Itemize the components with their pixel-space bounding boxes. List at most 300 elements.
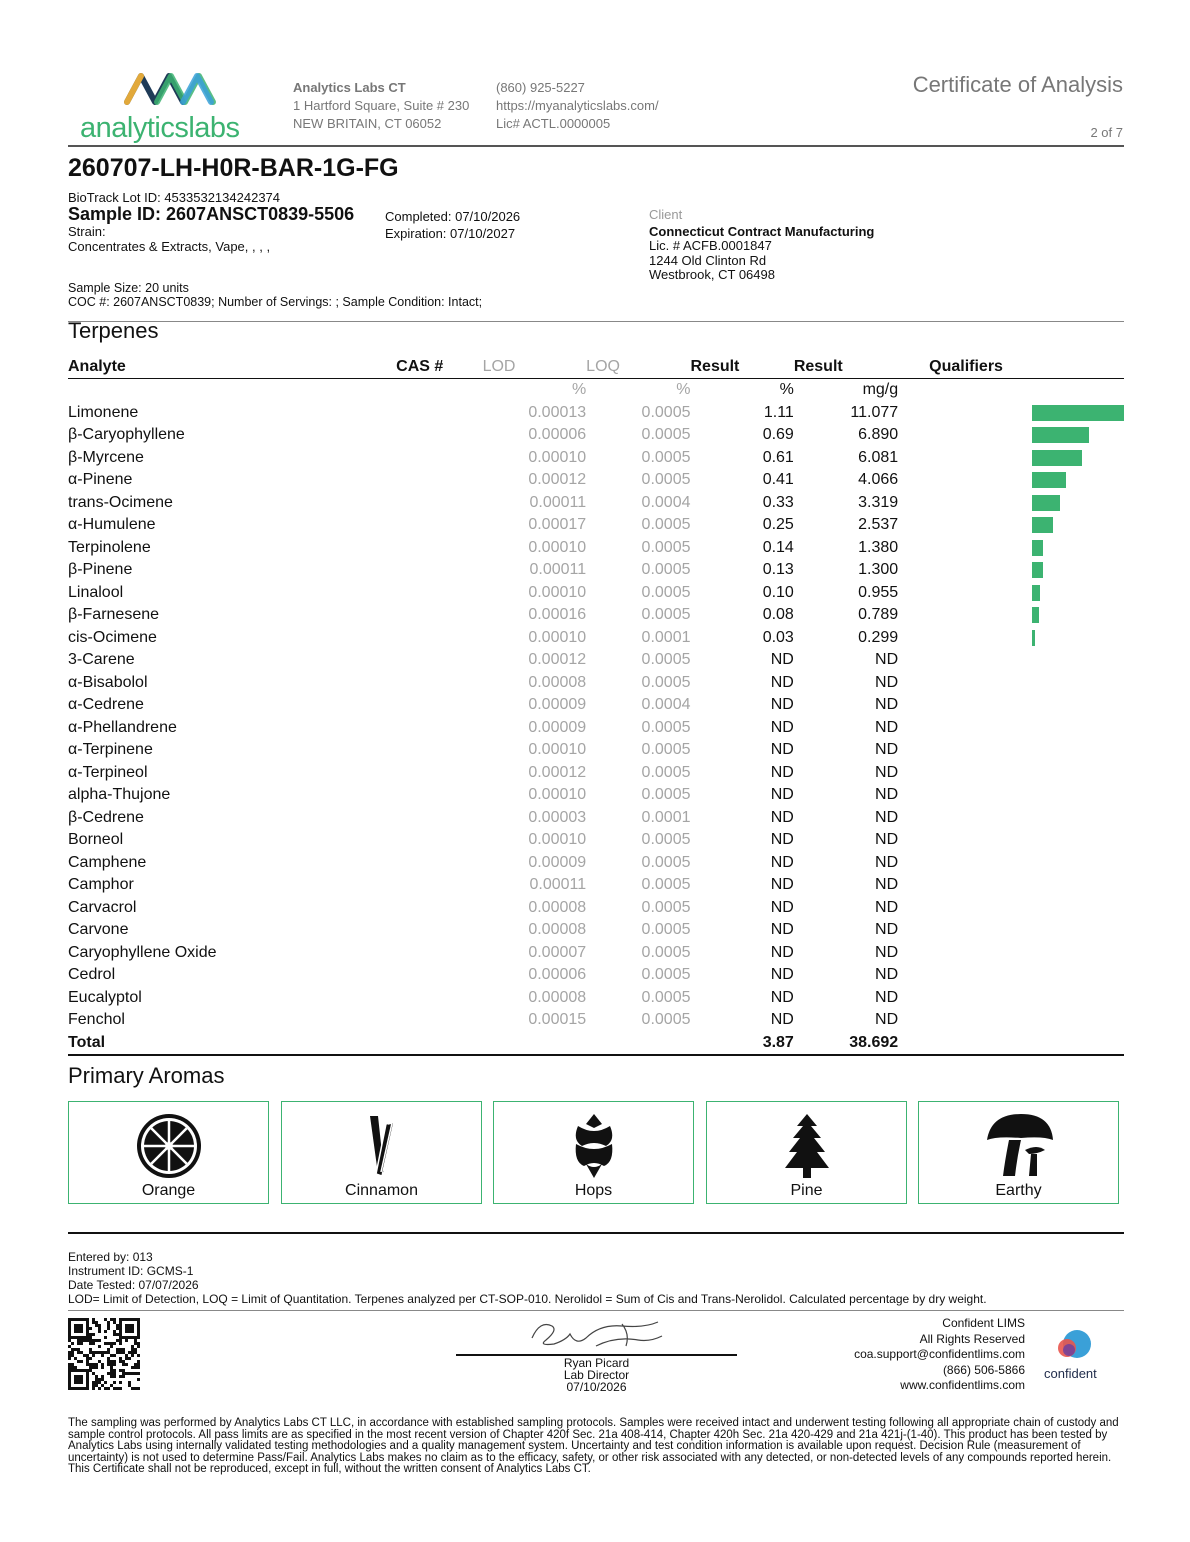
loq-cell: 0.0005 [641,966,691,984]
method-notes: LOD= Limit of Detection, LOQ = Limit of Quantitation. Terpenes analyzed per CT-SOP-010. Nerolidol = Sum of Cis and Trans-Nerolidol. Calculated percentage by dry weight. [68,1292,987,1306]
result-bar [1032,450,1083,466]
aromas-divider [68,1232,1124,1234]
table-row [68,559,1124,582]
total-cas [396,1032,482,1056]
logo-mark-icon [123,68,223,108]
lod-cell: 0.00015 [528,1011,587,1029]
analyte-cell: Terpinolene [68,538,151,556]
cas-cell [396,424,482,447]
total-qual [898,1032,1003,1056]
result-mg-cell: 1.380 [858,538,899,556]
bar-cell [1003,514,1124,537]
pine-icon [771,1110,843,1182]
analyte-cell: Camphene [68,853,147,871]
lab-logo [78,68,268,148]
result-pct-cell: ND [770,718,794,736]
sample-category: Concentrates & Extracts, Vape, , , , [68,239,271,254]
result-pct-cell: 0.13 [762,561,794,579]
result-pct-cell: ND [770,786,794,804]
biotrack-id: BioTrack Lot ID: 4533532134242374 [68,190,281,205]
strain: Strain: [68,224,106,239]
result-pct-cell: 0.14 [762,538,794,556]
table-row [68,784,1124,807]
result-mg-cell: ND [875,741,899,759]
result-mg-cell: ND [875,898,899,916]
lod-cell: 0.00009 [528,696,587,714]
result-pct-cell: ND [770,898,794,916]
result-pct-cell: 0.33 [762,493,794,511]
loq-cell: 0.0005 [641,943,691,961]
signer-name: Ryan Picard [563,1356,630,1370]
col-cas: CAS # [396,356,482,379]
aromas-title: Primary Aromas [68,1063,225,1088]
cas-cell [396,559,482,582]
col-bar [1003,356,1124,379]
analyte-cell: cis-Ocimene [68,628,157,646]
logo-text: analyticslabs [80,112,240,144]
bar-cell [1003,852,1124,875]
confident-logo-text: confident [1044,1366,1097,1381]
analyte-cell: α-Cedrene [68,696,144,714]
qualifier-cell [898,964,1003,987]
analyte-cell: β-Myrcene [68,448,144,466]
result-bar [1032,585,1040,601]
qualifier-cell [898,559,1003,582]
qualifier-cell [898,919,1003,942]
lab-phone: (860) 925-5227 [496,80,585,95]
mushroom-icon [983,1110,1055,1182]
total-row [68,1032,1124,1056]
analyte-cell: Carvacrol [68,898,137,916]
result-mg-cell: 0.789 [858,606,899,624]
footer-divider [68,1310,1124,1311]
bar-cell [1003,447,1124,470]
lod-cell: 0.00016 [528,606,587,624]
cas-cell [396,919,482,942]
qualifier-cell [898,1009,1003,1032]
lod-cell: 0.00010 [528,786,587,804]
loq-cell: 0.0005 [641,741,691,759]
loq-cell: 0.0005 [641,763,691,781]
bar-cell [1003,919,1124,942]
result-mg-cell: ND [875,1011,899,1029]
aroma-card-cinnamon [281,1101,482,1204]
result-mg-cell: 0.299 [858,628,899,646]
result-bar [1032,427,1089,443]
result-mg-cell: ND [875,718,899,736]
result-mg-cell: 6.081 [858,448,899,466]
date-tested: Date Tested: 07/07/2026 [68,1278,199,1292]
confident-logo [1040,1328,1110,1384]
sample-id: Sample ID: 2607ANSCT0839-5506 [68,204,355,224]
cas-cell [396,447,482,470]
result-mg-cell: ND [875,943,899,961]
analyte-cell: α-Bisabolol [68,673,148,691]
table-row [68,694,1124,717]
result-mg-cell: 0.955 [858,583,899,601]
loq-cell: 0.0005 [641,988,691,1006]
result-pct-cell: 0.41 [762,471,794,489]
aroma-label-hops: Hops [574,1182,613,1199]
cas-cell [396,717,482,740]
qualifier-cell [898,852,1003,875]
terpenes-table [68,356,1124,1056]
analyte-cell: trans-Ocimene [68,493,173,511]
table-row [68,807,1124,830]
analyte-cell: β-Farnesene [68,606,160,624]
analyte-cell: β-Caryophyllene [68,426,185,444]
loq-cell: 0.0005 [641,426,691,444]
lod-cell: 0.00008 [528,988,587,1006]
result-mg-cell: ND [875,763,899,781]
col-analyte: Analyte [68,356,396,379]
bar-cell [1003,964,1124,987]
result-mg-cell: ND [875,966,899,984]
cas-cell [396,964,482,987]
analyte-cell: Linalool [68,583,124,601]
loq-cell: 0.0005 [641,516,691,534]
loq-cell: 0.0005 [641,471,691,489]
page-number: 2 of 7 [1090,125,1123,140]
bar-cell [1003,784,1124,807]
coc-line: COC #: 2607ANSCT0839; Number of Servings: ; Sample Condition: Intact; [68,295,483,309]
analyte-cell: α-Terpineol [68,763,148,781]
lims-email[interactable]: coa.support@confidentlims.com [854,1347,1025,1361]
table-row [68,1009,1124,1032]
result-bar [1032,495,1060,511]
bar-cell [1003,627,1124,650]
bar-cell [1003,582,1124,605]
table-row [68,762,1124,785]
bar-cell [1003,762,1124,785]
lab-contact [496,79,659,133]
result-bar [1032,630,1035,646]
sample-dates [385,208,520,242]
cas-cell [396,694,482,717]
result-pct-cell: ND [770,853,794,871]
result-pct-cell: 0.69 [762,426,794,444]
loq-cell: 0.0005 [641,1011,691,1029]
lims-name: Confident LIMS [942,1316,1025,1330]
result-pct-cell: 0.25 [762,516,794,534]
qualifier-cell [898,694,1003,717]
result-pct-cell: ND [770,831,794,849]
result-pct-cell: 1.11 [763,403,794,421]
lab-info [293,79,469,133]
lod-cell: 0.00012 [528,471,587,489]
lod-cell: 0.00008 [528,921,587,939]
qualifier-cell [898,492,1003,515]
table-row [68,829,1124,852]
result-pct-cell: ND [770,673,794,691]
total-mg: 38.692 [794,1032,898,1056]
lims-info [854,1316,1025,1394]
total-label: Total [68,1032,396,1056]
result-bar [1032,472,1066,488]
loq-cell: 0.0005 [641,898,691,916]
loq-cell: 0.0005 [641,403,691,421]
unit-result-mg: mg/g [862,381,899,399]
table-row [68,919,1124,942]
analyte-cell: α-Humulene [68,516,156,534]
terpenes-title: Terpenes [68,318,159,343]
analyte-cell: alpha-Thujone [68,786,171,804]
table-row [68,739,1124,762]
bar-cell [1003,492,1124,515]
result-pct-cell: 0.61 [762,448,794,466]
bar-cell [1003,559,1124,582]
loq-cell: 0.0004 [641,493,691,511]
signature-icon [526,1316,666,1356]
sample-size: Sample Size: 20 units [68,281,189,295]
loq-cell: 0.0005 [641,718,691,736]
qualifier-cell [898,829,1003,852]
analyte-cell: Cedrol [68,966,116,984]
lod-cell: 0.00010 [528,538,587,556]
result-mg-cell: ND [875,831,899,849]
lod-cell: 0.00008 [528,673,587,691]
analyte-cell: Camphor [68,876,134,894]
result-pct-cell: ND [770,988,794,1006]
loq-cell: 0.0005 [641,448,691,466]
sample-details [68,190,354,254]
result-bar [1032,607,1039,623]
hops-icon [558,1110,630,1182]
cas-cell [396,987,482,1010]
cas-cell [396,874,482,897]
qualifier-cell [898,447,1003,470]
unit-result-pct: % [779,381,794,399]
result-mg-cell: 2.537 [858,516,899,534]
table-row [68,604,1124,627]
lod-cell: 0.00009 [528,853,587,871]
analyte-cell: β-Pinene [68,561,133,579]
table-row [68,402,1124,425]
loq-cell: 0.0005 [641,921,691,939]
qualifier-cell [898,717,1003,740]
cas-cell [396,852,482,875]
lab-url[interactable]: https://myanalyticslabs.com/ [496,98,659,113]
bar-cell [1003,942,1124,965]
result-mg-cell: 6.890 [858,426,899,444]
total-pct: 3.87 [690,1032,793,1056]
result-mg-cell: ND [875,853,899,871]
cas-cell [396,514,482,537]
result-mg-cell: ND [875,696,899,714]
client-name: Connecticut Contract Manufacturing [649,223,875,239]
header-divider [68,145,1124,147]
aroma-label-earthy: Earthy [995,1182,1042,1199]
result-mg-cell: 11.077 [850,403,899,421]
col-result-pct: Result [690,356,793,379]
total-loq [586,1032,690,1056]
signer-title: Lab Director [563,1368,630,1382]
result-pct-cell: ND [770,921,794,939]
table-row [68,469,1124,492]
lod-cell: 0.00011 [529,561,587,579]
client-license: Lic. # ACFB.0001847 [649,238,772,253]
cas-cell [396,897,482,920]
analyte-cell: Caryophyllene Oxide [68,943,217,961]
instrument-id: Instrument ID: GCMS-1 [68,1264,194,1278]
analyte-cell: α-Terpinene [68,741,153,759]
cas-cell [396,537,482,560]
loq-cell: 0.0004 [641,696,691,714]
bar-cell [1003,537,1124,560]
cas-cell [396,942,482,965]
lod-cell: 0.00012 [528,763,587,781]
sample-name: 260707-LH-H0R-BAR-1G-FG [68,154,399,182]
result-mg-cell: 1.300 [858,561,899,579]
sample-extra [68,281,482,309]
result-pct-cell: 0.08 [762,606,794,624]
signer-block [456,1357,737,1393]
total-lod [483,1032,587,1056]
aroma-card-orange [68,1101,269,1204]
bar-cell [1003,604,1124,627]
client-label: Client [649,207,683,222]
lod-cell: 0.00006 [528,966,587,984]
cas-cell [396,582,482,605]
table-row [68,492,1124,515]
client-address-1: 1244 Old Clinton Rd [649,252,767,268]
loq-cell: 0.0001 [641,628,691,646]
qualifier-cell [898,784,1003,807]
document-title: Certificate of Analysis [912,72,1123,97]
bar-cell [1003,469,1124,492]
col-lod: LOD [483,356,587,379]
qualifier-cell [898,897,1003,920]
loq-cell: 0.0005 [641,651,691,669]
loq-cell: 0.0005 [641,876,691,894]
col-loq: LOQ [586,356,690,379]
loq-cell: 0.0001 [641,808,691,826]
cas-cell [396,807,482,830]
completed-date: Completed: 07/10/2026 [385,209,521,224]
result-pct-cell: ND [770,763,794,781]
analyte-cell: Carvone [68,921,129,939]
lod-cell: 0.00010 [528,741,587,759]
lod-cell: 0.00010 [528,448,587,466]
units-row [68,379,1124,402]
lod-cell: 0.00012 [528,651,587,669]
loq-cell: 0.0005 [641,673,691,691]
cas-cell [396,672,482,695]
lims-phone: (866) 506-5866 [942,1362,1025,1377]
result-bar [1032,540,1043,556]
bar-cell [1003,402,1124,425]
aroma-label-cinnamon: Cinnamon [345,1182,418,1199]
result-mg-cell: ND [875,921,899,939]
loq-cell: 0.0005 [641,853,691,871]
lab-name: Analytics Labs CT [293,80,406,95]
analyte-cell: Limonene [68,403,139,421]
lod-cell: 0.00013 [528,403,587,421]
lims-rights: All Rights Reserved [919,1331,1025,1346]
analyte-cell: β-Cedrene [68,808,144,826]
qualifier-cell [898,739,1003,762]
analyte-cell: Eucalyptol [68,988,142,1006]
bar-cell [1003,987,1124,1010]
table-row [68,627,1124,650]
orange-icon [133,1110,205,1182]
aroma-label-orange: Orange [141,1182,196,1199]
result-pct-cell: ND [770,651,794,669]
bar-cell [1003,897,1124,920]
result-bar [1032,405,1124,421]
lod-cell: 0.00003 [528,808,587,826]
lod-cell: 0.00010 [528,583,587,601]
bar-cell [1003,424,1124,447]
qualifier-cell [898,514,1003,537]
table-row [68,447,1124,470]
result-mg-cell: 4.066 [858,471,899,489]
qualifier-cell [898,469,1003,492]
cas-cell [396,627,482,650]
qualifier-cell [898,424,1003,447]
analyte-cell: 3-Carene [68,651,135,669]
bar-cell [1003,694,1124,717]
aroma-label-pine: Pine [790,1182,823,1199]
table-row [68,897,1124,920]
qualifier-cell [898,402,1003,425]
terpenes-divider [68,321,1124,322]
col-qualifiers: Qualifiers [898,356,1003,379]
expiration-date: Expiration: 07/10/2027 [385,226,516,241]
result-pct-cell: ND [770,943,794,961]
loq-cell: 0.0005 [641,538,691,556]
lims-url[interactable]: www.confidentlims.com [900,1378,1025,1392]
lab-license: Lic# ACTL.0000005 [496,116,611,131]
signer-date: 07/10/2026 [566,1380,627,1394]
lod-cell: 0.00009 [528,718,587,736]
result-bar [1032,562,1043,578]
bar-cell [1003,829,1124,852]
table-row [68,672,1124,695]
cas-cell [396,829,482,852]
cas-cell [396,784,482,807]
client-address-2: Westbrook, CT 06498 [649,267,775,282]
qualifier-cell [898,987,1003,1010]
lab-address-2: NEW BRITAIN, CT 06052 [293,116,442,131]
table-row [68,987,1124,1010]
qualifier-cell [898,672,1003,695]
lab-address-1: 1 Hartford Square, Suite # 230 [293,98,470,113]
confident-logo-icon [1054,1328,1094,1364]
table-row [68,514,1124,537]
result-mg-cell: ND [875,651,899,669]
result-bar [1032,517,1053,533]
table-row [68,649,1124,672]
analyte-cell: α-Pinene [68,471,133,489]
aroma-card-hops [493,1101,694,1204]
analyte-cell: Fenchol [68,1011,125,1029]
cas-cell [396,604,482,627]
lod-cell: 0.00008 [528,898,587,916]
table-row [68,964,1124,987]
qualifier-cell [898,604,1003,627]
qualifier-cell [898,649,1003,672]
lod-cell: 0.00006 [528,426,587,444]
table-row [68,852,1124,875]
lod-cell: 0.00011 [529,493,587,511]
cas-cell [396,739,482,762]
table-row [68,874,1124,897]
unit-loq: % [676,381,691,399]
result-mg-cell: 3.319 [858,493,899,511]
qr-code-icon[interactable] [68,1318,140,1390]
client-info [649,208,874,283]
